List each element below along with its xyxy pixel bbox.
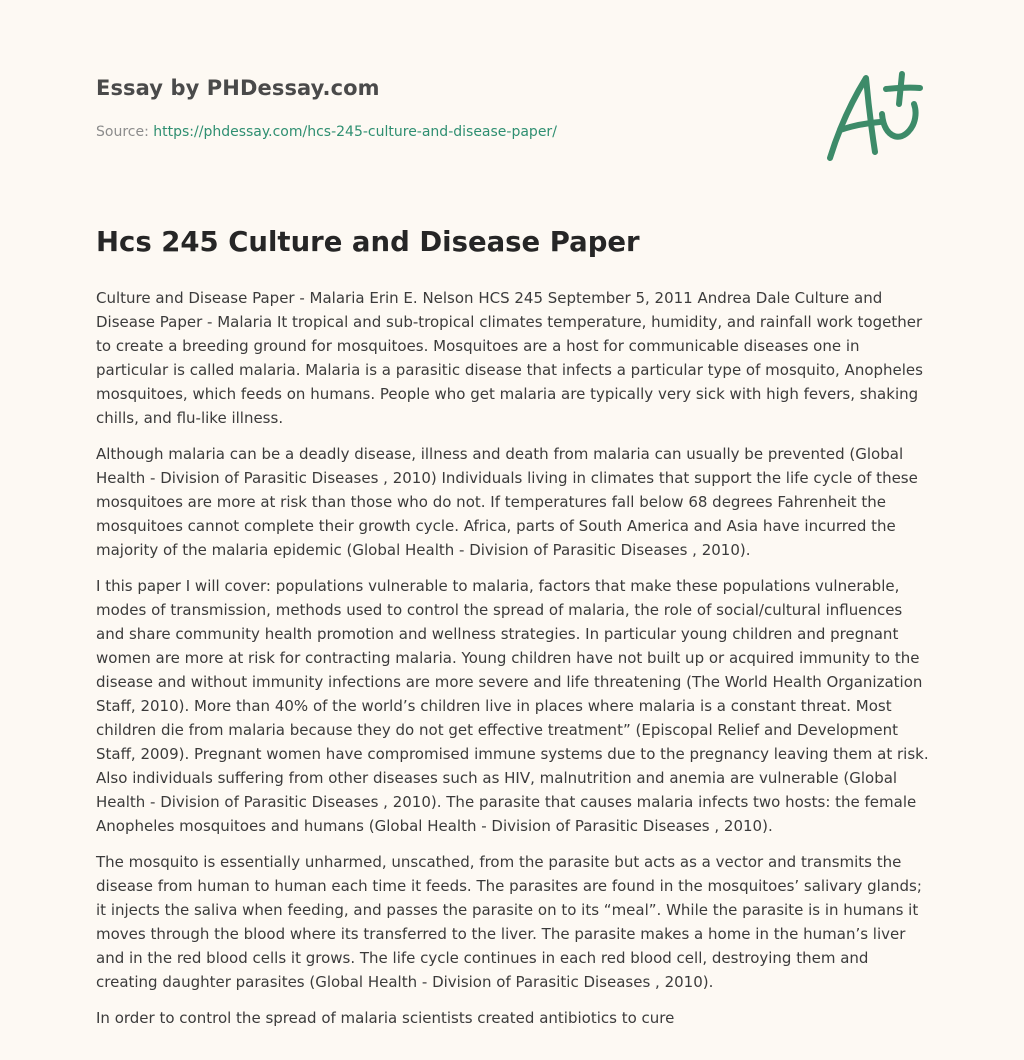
essay-title: Hcs 245 Culture and Disease Paper <box>96 226 640 258</box>
a-plus-logo-icon <box>822 68 928 164</box>
source-label: Source: <box>96 124 154 140</box>
source-line <box>96 124 557 140</box>
source-link[interactable]: https://phdessay.com/hcs-245-culture-and-disease-paper/ <box>153 124 557 140</box>
essay-paragraph: In order to control the spread of malaria scientists created antibiotics to cure <box>96 1009 675 1027</box>
essay-paragraph: The mosquito is essentially unharmed, unscathed, from the parasite but acts as a vector and transmits the disease from human to human each time it feeds. The parasites are found in the mosquitoes’ salivary glands; it injects the saliva when feeding, and passes the parasite on to its “meal”. While the parasite is in humans it moves through the blood where its transferred to the liver. The parasite makes a home in the human’s liver and in the red blood cells it grows. The life cycle continues in each red blood cell, destroying them and creating daughter parasites (Global Health - Division of Parasitic Diseases , 2010). <box>96 853 922 991</box>
essay-body <box>96 286 932 1042</box>
essay-paragraph: Although malaria can be a deadly disease, illness and death from malaria can usually be prevented (Global Health - Division of Parasitic Diseases , 2010) Individuals living in climates that support the life cycle of these mosquitoes are more at risk than those who do not. If temperatures fall below 68 degrees Fahrenheit the mosquitoes cannot complete their growth cycle. Africa, parts of South America and Asia have incurred the majority of the malaria epidemic (Global Health - Division of Parasitic Diseases , 2010). <box>96 445 918 559</box>
essay-paragraph: Culture and Disease Paper - Malaria Erin E. Nelson HCS 245 September 5, 2011 Andrea Dale Culture and Disease Paper - Malaria It tropical and sub-tropical climates temperature, humidity, and rainfall work together to create a breeding ground for mosquitoes. Mosquitoes are a host for communicable diseases one in particular is called malaria. Malaria is a parasitic disease that infects a particular type of mosquito, Anopheles mosquitoes, which feeds on humans. People who get malaria are typically very sick with high fevers, shaking chills, and flu-like illness. <box>96 289 923 427</box>
site-brand-title: Essay by PHDessay.com <box>96 76 380 100</box>
essay-paragraph: I this paper I will cover: populations vulnerable to malaria, factors that make these populations vulnerable, modes of transmission, methods used to control the spread of malaria, the role of social/cultural influences and share community health promotion and wellness strategies. In particular young children and pregnant women are more at risk for contracting malaria. Young children have not built up or acquired immunity to the disease and without immunity infections are more severe and life threatening (The World Health Organization Staff, 2010). More than 40% of the world’s children live in places where malaria is a constant threat. Most children die from malaria because they do not get effective treatment” (Episcopal Relief and Development Staff, 2009). Pregnant women have compromised immune systems due to the pregnancy leaving them at risk. Also individuals suffering from other diseases such as HIV, malnutrition and anemia are vulnerable (Global Health - Division of Parasitic Diseases , 2010). The parasite that causes malaria infects two hosts: the female Anopheles mosquitoes and humans (Global Health - Division of Parasitic Diseases , 2010). <box>96 577 929 835</box>
